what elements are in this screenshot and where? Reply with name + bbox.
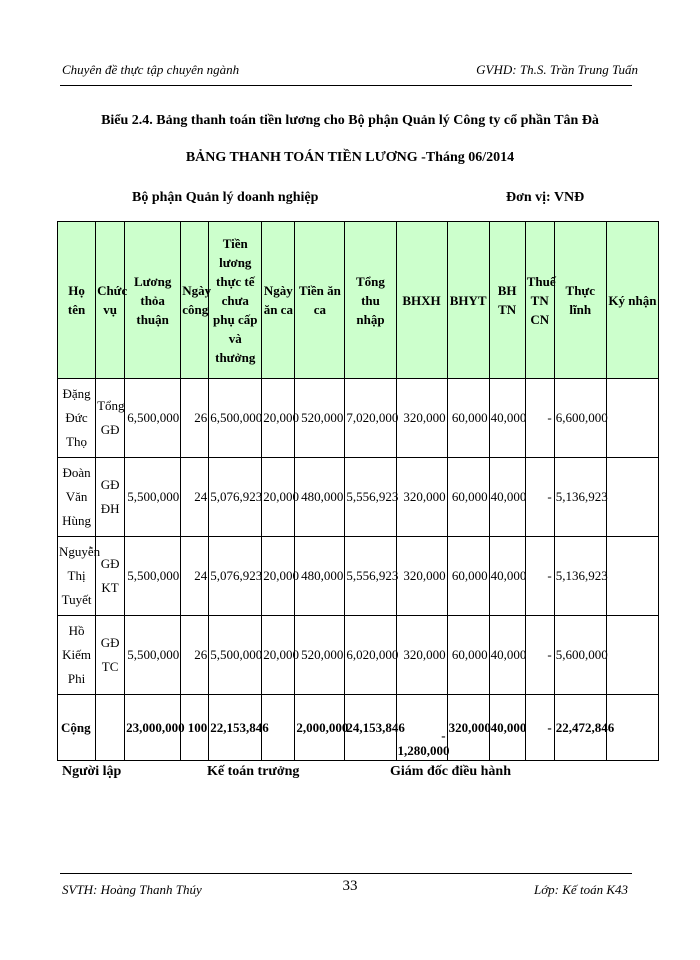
table-caption: Biểu 2.4. Bảng thanh toán tiền lương cho Bộ phận Quản lý Công ty cổ phần Tân Đà xyxy=(101,113,599,128)
cell-actual-salary: 5,500,000 xyxy=(209,616,262,695)
header-left: Chuyên đề thực tập chuyên ngành xyxy=(62,62,240,77)
cell-meal-days: 20,000 xyxy=(262,616,295,695)
cell-signature xyxy=(606,458,658,537)
col-header: Thực lĩnh xyxy=(554,222,606,379)
total-bhxh-value: 1,280,000 xyxy=(397,743,450,758)
header-rule xyxy=(60,85,632,86)
col-header: Ngày ăn ca xyxy=(262,222,295,379)
cell-bhxh: 320,000 xyxy=(396,616,447,695)
header-right: GVHD: Th.S. Trần Trung Tuấn xyxy=(476,62,638,77)
table-row xyxy=(58,616,659,695)
signature-chief-accountant: Kế toán trưởng xyxy=(207,764,300,779)
total-total-income: 24,153,846 xyxy=(345,695,396,761)
cell-meal-allowance: 520,000 xyxy=(295,379,345,458)
cell-bhyt: 60,000 xyxy=(447,379,489,458)
col-header: Lương thỏa thuận xyxy=(125,222,181,379)
cell-bhxh: 320,000 xyxy=(396,379,447,458)
currency-unit: Đơn vị: VNĐ xyxy=(506,190,585,205)
cell-signature xyxy=(606,379,658,458)
cell-agreed-salary: 5,500,000 xyxy=(125,537,181,616)
col-header: Họ tên xyxy=(58,222,96,379)
col-header: BHYT xyxy=(447,222,489,379)
cell-signature xyxy=(606,616,658,695)
col-header: BH TN xyxy=(489,222,525,379)
cell-actual-salary: 6,500,000 xyxy=(209,379,262,458)
cell-meal-allowance: 480,000 xyxy=(295,537,345,616)
cell-work-days: 24 xyxy=(181,458,209,537)
cell-meal-allowance: 480,000 xyxy=(295,458,345,537)
cell-pit: - xyxy=(525,537,554,616)
total-meal-allowance: 2,000,000 xyxy=(295,695,345,761)
cell-pit: - xyxy=(525,379,554,458)
total-actual-salary: 22,153,846 xyxy=(209,695,262,761)
cell-pit: - xyxy=(525,616,554,695)
footer-rule xyxy=(60,873,632,874)
cell-net-pay: 5,136,923 xyxy=(554,458,606,537)
cell-bhtn: 40,000 xyxy=(489,379,525,458)
col-header: Tổng thu nhập xyxy=(345,222,396,379)
cell-meal-days: 20,000 xyxy=(262,537,295,616)
cell-agreed-salary: 5,500,000 xyxy=(125,458,181,537)
cell-name: Đoàn Văn Hùng xyxy=(58,458,96,537)
footer-left: SVTH: Hoàng Thanh Thúy xyxy=(62,882,202,897)
cell-meal-days: 20,000 xyxy=(262,458,295,537)
cell-agreed-salary: 5,500,000 xyxy=(125,616,181,695)
cell-total-income: 6,020,000 xyxy=(345,616,396,695)
cell-agreed-salary: 6,500,000 xyxy=(125,379,181,458)
col-header: Tiền lương thực tế chưa phụ cấp và thưởng xyxy=(209,222,262,379)
page-title: BẢNG THANH TOÁN TIỀN LƯƠNG -Tháng 06/2014 xyxy=(185,150,515,165)
cell-net-pay: 5,600,000 xyxy=(554,616,606,695)
total-work-days: 100 xyxy=(181,695,209,761)
cell-net-pay: 5,136,923 xyxy=(554,537,606,616)
cell-net-pay: 6,600,000 xyxy=(554,379,606,458)
payroll-table xyxy=(57,221,659,761)
cell-bhxh: 320,000 xyxy=(396,458,447,537)
cell-work-days: 26 xyxy=(181,616,209,695)
col-header: Ký nhận xyxy=(606,222,658,379)
cell-position: Tổng GĐ xyxy=(96,379,125,458)
department-label: Bộ phận Quản lý doanh nghiệp xyxy=(132,190,319,205)
cell-work-days: 26 xyxy=(181,379,209,458)
table-row xyxy=(58,537,659,616)
table-row xyxy=(58,379,659,458)
col-header: Tiền ăn ca xyxy=(295,222,345,379)
cell-actual-salary: 5,076,923 xyxy=(209,458,262,537)
total-signature xyxy=(606,695,658,761)
cell-pit: - xyxy=(525,458,554,537)
total-bhxh-sign: - xyxy=(441,728,446,743)
cell-bhxh: 320,000 xyxy=(396,537,447,616)
page-number: 33 xyxy=(342,878,358,894)
total-bhtn: 40,000 xyxy=(489,695,525,761)
cell-bhtn: 40,000 xyxy=(489,458,525,537)
total-pit: - xyxy=(525,695,554,761)
col-header: Thuế TN CN xyxy=(525,222,554,379)
cell-name: Nguyễn Thị Tuyết xyxy=(58,537,96,616)
cell-bhyt: 60,000 xyxy=(447,537,489,616)
footer-right: Lớp: Kế toán K43 xyxy=(534,882,628,897)
cell-position: GĐ ĐH xyxy=(96,458,125,537)
total-net-pay: 22,472,846 xyxy=(554,695,606,761)
total-label: Cộng xyxy=(58,695,96,761)
cell-bhtn: 40,000 xyxy=(489,537,525,616)
cell-position: GĐ KT xyxy=(96,537,125,616)
table-header-row xyxy=(58,222,659,379)
cell-actual-salary: 5,076,923 xyxy=(209,537,262,616)
table-row xyxy=(58,458,659,537)
table-total-row xyxy=(58,695,659,761)
total-bhyt: 320,000 xyxy=(447,695,489,761)
col-header: Ngày công xyxy=(181,222,209,379)
signature-preparer: Người lập xyxy=(62,764,122,779)
cell-position: GĐ TC xyxy=(96,616,125,695)
cell-signature xyxy=(606,537,658,616)
total-agreed-salary: 23,000,000 xyxy=(125,695,181,761)
cell-bhtn: 40,000 xyxy=(489,616,525,695)
cell-meal-days: 20,000 xyxy=(262,379,295,458)
cell-total-income: 5,556,923 xyxy=(345,458,396,537)
cell-total-income: 7,020,000 xyxy=(345,379,396,458)
col-header: Chức vụ xyxy=(96,222,125,379)
cell-name: Đặng Đức Thọ xyxy=(58,379,96,458)
cell-total-income: 5,556,923 xyxy=(345,537,396,616)
cell-name: Hồ Kiếm Phi xyxy=(58,616,96,695)
col-header: BHXH xyxy=(396,222,447,379)
cell-meal-allowance: 520,000 xyxy=(295,616,345,695)
cell-work-days: 24 xyxy=(181,537,209,616)
total-position xyxy=(96,695,125,761)
cell-bhyt: 60,000 xyxy=(447,616,489,695)
cell-bhyt: 60,000 xyxy=(447,458,489,537)
signature-director: Giám đốc điều hành xyxy=(390,764,511,779)
